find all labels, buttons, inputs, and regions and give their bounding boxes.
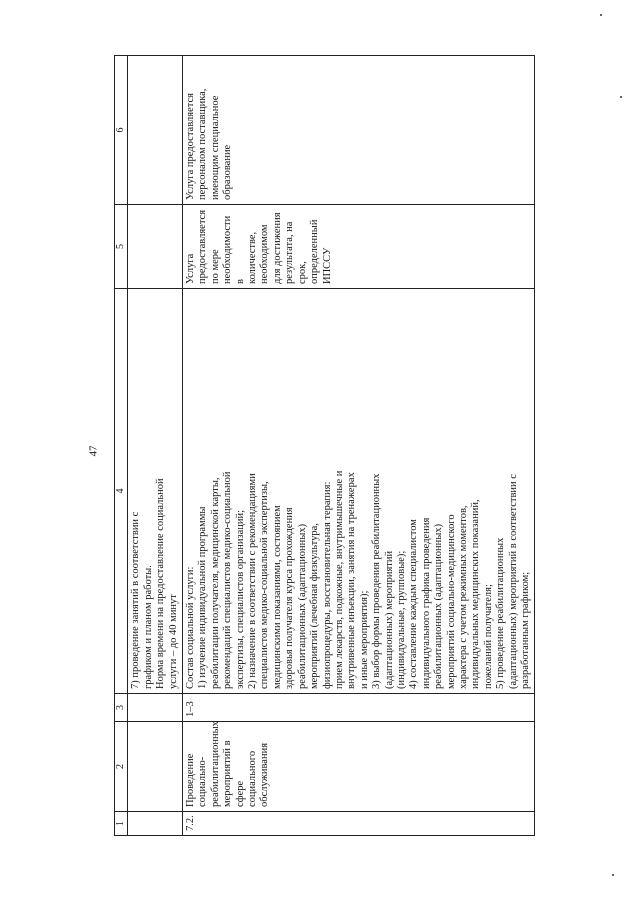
text-line: по мере <box>209 249 221 284</box>
text-line: необходимом <box>259 224 271 284</box>
text-line: ИПССУ <box>321 247 333 284</box>
text-line: здоровья получателя курса прохождения <box>284 507 296 689</box>
text-line: 3) выбор формы проведения реабилитационных <box>371 473 383 689</box>
text-line: специалистов медико-социальной экспертизы, <box>259 481 271 689</box>
text-line: прием лекарств, подкожные, внутримышечные и <box>333 470 345 689</box>
cell-empty <box>128 722 183 812</box>
header-cell: 4 <box>115 289 128 694</box>
text-line: 7) проведение занятий в соответствии с <box>130 511 142 689</box>
header-cell: 3 <box>115 694 128 722</box>
text-line: (адаптационных) мероприятий в соответствии с <box>507 474 519 689</box>
text-line: внутривенные инъекции, занятия на тренажерах <box>346 472 358 689</box>
text-line: мероприятий социально-медицинского <box>445 514 457 689</box>
header-cell: 1 <box>115 812 128 836</box>
header-cell: 6 <box>115 56 128 205</box>
service-provider <box>183 56 535 205</box>
text-line: социально- <box>197 756 209 807</box>
text-line: рекомендаций специалистов медико-социальной <box>222 471 234 689</box>
text-line: физиопроцедуры, восстановительная терапия: <box>321 481 333 689</box>
table-row <box>183 56 535 836</box>
text-line: разработанным графиком; <box>520 571 531 689</box>
text-line: услуги – до 40 минут <box>167 594 179 689</box>
text-line: индивидуального графика проведения <box>420 517 432 689</box>
scan-speck <box>620 96 622 98</box>
text-line: определенный <box>309 219 321 284</box>
text-line: и иные мероприятия); <box>358 590 370 689</box>
text-line: экспертизы, специалистов организаций; <box>234 509 246 689</box>
text-line: графиком и планом работы. <box>142 565 154 689</box>
page-number: 47 <box>87 445 100 457</box>
service-name <box>183 722 535 812</box>
text-line: срок, <box>296 261 308 284</box>
text-line: социального <box>247 750 259 807</box>
text-line: обслуживания <box>259 742 271 807</box>
text-line: мероприятий (лечебная физкультура, <box>309 523 321 689</box>
text-line: (адаптационных) мероприятий <box>383 550 395 689</box>
services-table <box>114 55 535 836</box>
text-line: количестве, <box>247 231 259 284</box>
text-line: 2) назначение в соответствии с рекомендациями <box>247 473 259 689</box>
text-line: индивидуальных медицинских показаний, <box>470 499 482 689</box>
text-line: 4) составление каждым специалистом <box>408 519 420 689</box>
rotated-table-container <box>114 56 586 836</box>
text-line: мероприятий в сфере <box>222 740 246 807</box>
cell-empty <box>128 694 183 722</box>
text-line: имеющим специальное <box>209 95 221 200</box>
text-line: медицинскими показаниями, состоянием <box>271 505 283 689</box>
text-line: 1) изучение индивидуальной программы <box>197 506 209 689</box>
text-line: реабилитации получателя, медицинской карты, <box>209 477 221 689</box>
text-line: 5) проведение реабилитационных <box>495 537 507 689</box>
text-line: реабилитационных (адаптационных) <box>296 523 308 689</box>
cell-empty <box>128 205 183 289</box>
text-line: Норма времени на предоставление социальной <box>155 478 167 689</box>
text-line: для достижения <box>271 212 283 284</box>
text-line: предоставляется <box>197 209 209 284</box>
service-composition <box>183 289 535 694</box>
text-line: образование <box>222 144 234 200</box>
text-line: необходимости в <box>222 215 246 284</box>
header-row <box>115 56 128 836</box>
text-line: Состав социальной услуги: <box>185 566 197 689</box>
col3-value: 1–3 <box>183 694 535 722</box>
scan-speck <box>612 874 614 876</box>
continuation-text <box>128 289 183 694</box>
scan-speck <box>600 14 602 16</box>
text-line: Услуга <box>185 253 197 284</box>
row-number: 7.2. <box>183 812 535 836</box>
text-line: реабилитационных <box>209 721 221 807</box>
header-cell: 2 <box>115 722 128 812</box>
text-line: Проведение <box>185 753 197 807</box>
continuation-row <box>128 56 183 836</box>
service-conditions <box>183 205 535 289</box>
text-line: пожеланий получателя; <box>482 584 494 689</box>
text-line: персоналом поставщика, <box>197 88 209 200</box>
text-line: реабилитационных (адаптационных) <box>433 523 445 689</box>
cell-empty <box>128 56 183 205</box>
text-line: (индивидуальные, групповые); <box>395 550 407 689</box>
header-cell: 5 <box>115 205 128 289</box>
text-line: характера с учетом режимных моментов, <box>457 505 469 689</box>
cell-empty <box>128 812 183 836</box>
text-line: результата, на <box>284 221 296 284</box>
text-line: Услуга предоставляется <box>185 93 197 200</box>
